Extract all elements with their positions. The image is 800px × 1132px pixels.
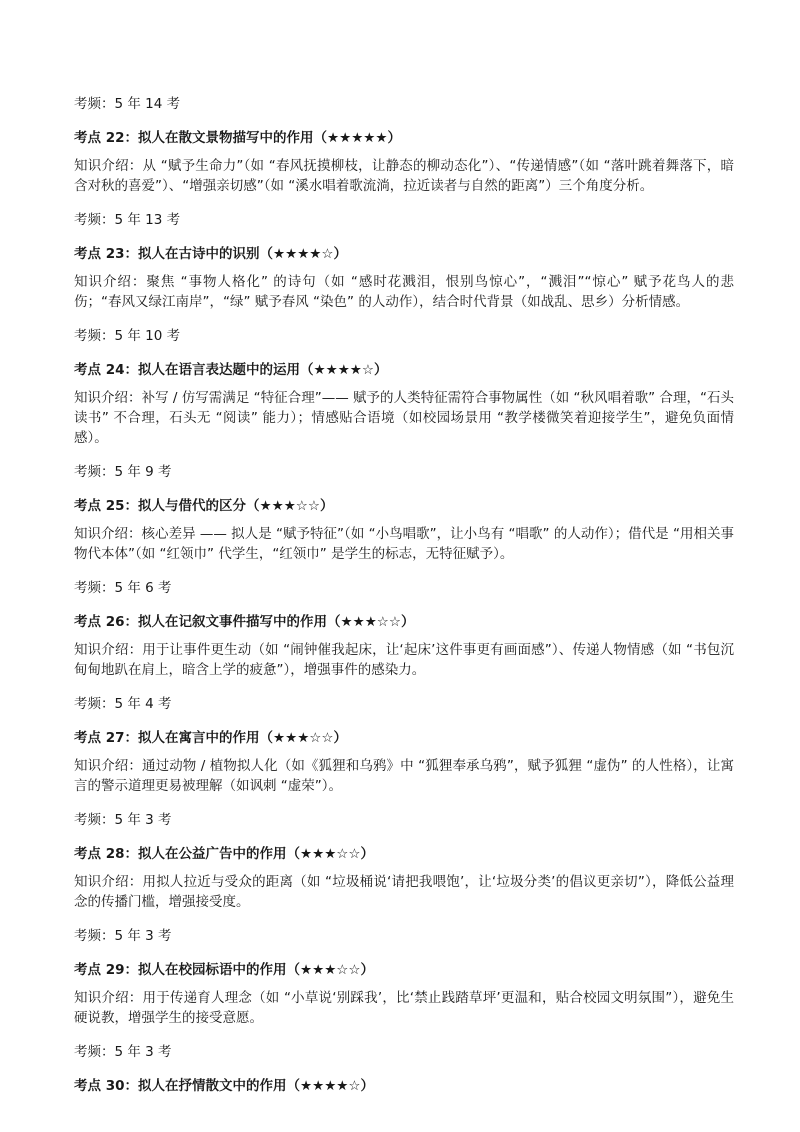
exam-point-27 [74,728,734,830]
exam-point-title: 考点 23：拟人在古诗中的识别（★★★★☆） [74,246,347,262]
exam-point-description: 知识介绍：补写 / 仿写需满足 “特征合理”—— 赋予的人类特征需符合事物属性（如 “秋风唱着歌” 合理，“石头读书” 不合理，石头无 “阅读” 能力）；情感贴合语境（如校园场景用 “教学楼微笑着迎接学生”，避免负面情感）。 [74,390,734,446]
exam-frequency: 考频：5 年 14 考 [74,96,181,112]
exam-point-title: 考点 25：拟人与借代的区分（★★★☆☆） [74,498,334,514]
exam-point-24 [74,360,734,482]
exam-frequency: 考频：5 年 10 考 [74,328,181,344]
exam-point-title: 考点 27：拟人在寓言中的作用（★★★☆☆） [74,730,347,746]
exam-point-description: 知识介绍：用于让事件更生动（如 “闹钟催我起床，让‘起床’这件事更有画面感”）、传递人物情感（如 “书包沉甸甸地趴在肩上，暗含上学的疲惫”），增强事件的感染力。 [74,642,734,678]
exam-point-description: 知识介绍：通过动物 / 植物拟人化（如《狐狸和乌鸦》中 “狐狸奉承乌鸦”，赋予狐狸 “虚伪” 的人性格），让寓言的警示道理更易被理解（如讽刺 “虚荣”）。 [74,758,734,794]
exam-frequency: 考频：5 年 9 考 [74,464,172,480]
exam-frequency: 考频：5 年 13 考 [74,212,181,228]
exam-point-description: 知识介绍：用拟人拉近与受众的距离（如 “垃圾桶说‘请把我喂饱’，让‘垃圾分类’的倡议更亲切”），降低公益理念的传播门槛，增强接受度。 [74,874,734,910]
exam-point-description: 知识介绍：聚焦 “事物人格化” 的诗句（如 “感时花溅泪，恨别鸟惊心”，“溅泪”“惊心” 赋予花鸟人的悲伤；“春风又绿江南岸”，“绿” 赋予春风 “染色” 的人动作），结合时代背景（如战乱、思乡）分析情感。 [74,274,734,310]
exam-point-title: 考点 30：拟人在抒情散文中的作用（★★★★☆） [74,1078,374,1094]
exam-point-description: 知识介绍：从 “赋予生命力”（如 “春风抚摸柳枝，让静态的柳动态化”）、“传递情感”（如 “落叶跳着舞落下，暗含对秋的喜爱”）、“增强亲切感”（如 “溪水唱着歌流淌，拉近读者与自然的距离”）三个角度分析。 [74,158,734,194]
exam-point-title: 考点 24：拟人在语言表达题中的运用（★★★★☆） [74,362,388,378]
exam-point-title: 考点 26：拟人在记叙文事件描写中的作用（★★★☆☆） [74,614,415,630]
exam-frequency: 考频：5 年 3 考 [74,1044,172,1060]
exam-point-22 [74,128,734,230]
exam-point-title: 考点 29：拟人在校园标语中的作用（★★★☆☆） [74,962,374,978]
exam-point-23 [74,244,734,346]
document-page [74,94,734,1096]
exam-frequency: 考频：5 年 6 考 [74,580,172,596]
exam-point-29 [74,960,734,1062]
exam-point-title: 考点 22：拟人在散文景物描写中的作用（★★★★★） [74,130,401,146]
exam-point-description: 知识介绍：用于传递育人理念（如 “小草说‘别踩我’，比‘禁止践踏草坪’更温和，贴合校园文明氛围”），避免生硬说教，增强学生的接受意愿。 [74,990,734,1026]
exam-point-26 [74,612,734,714]
exam-point-25 [74,496,734,598]
exam-frequency: 考频：5 年 4 考 [74,696,172,712]
exam-point-30 [74,1076,734,1096]
exam-point-28 [74,844,734,946]
exam-point-description: 知识介绍：核心差异 —— 拟人是 “赋予特征”（如 “小鸟唱歌”，让小鸟有 “唱歌” 的人动作）；借代是 “用相关事物代本体”（如 “红领巾” 代学生，“红领巾” 是学生的标志，无特征赋予）。 [74,526,734,562]
exam-point-title: 考点 28：拟人在公益广告中的作用（★★★☆☆） [74,846,374,862]
exam-frequency: 考频：5 年 3 考 [74,928,172,944]
exam-frequency: 考频：5 年 3 考 [74,812,172,828]
